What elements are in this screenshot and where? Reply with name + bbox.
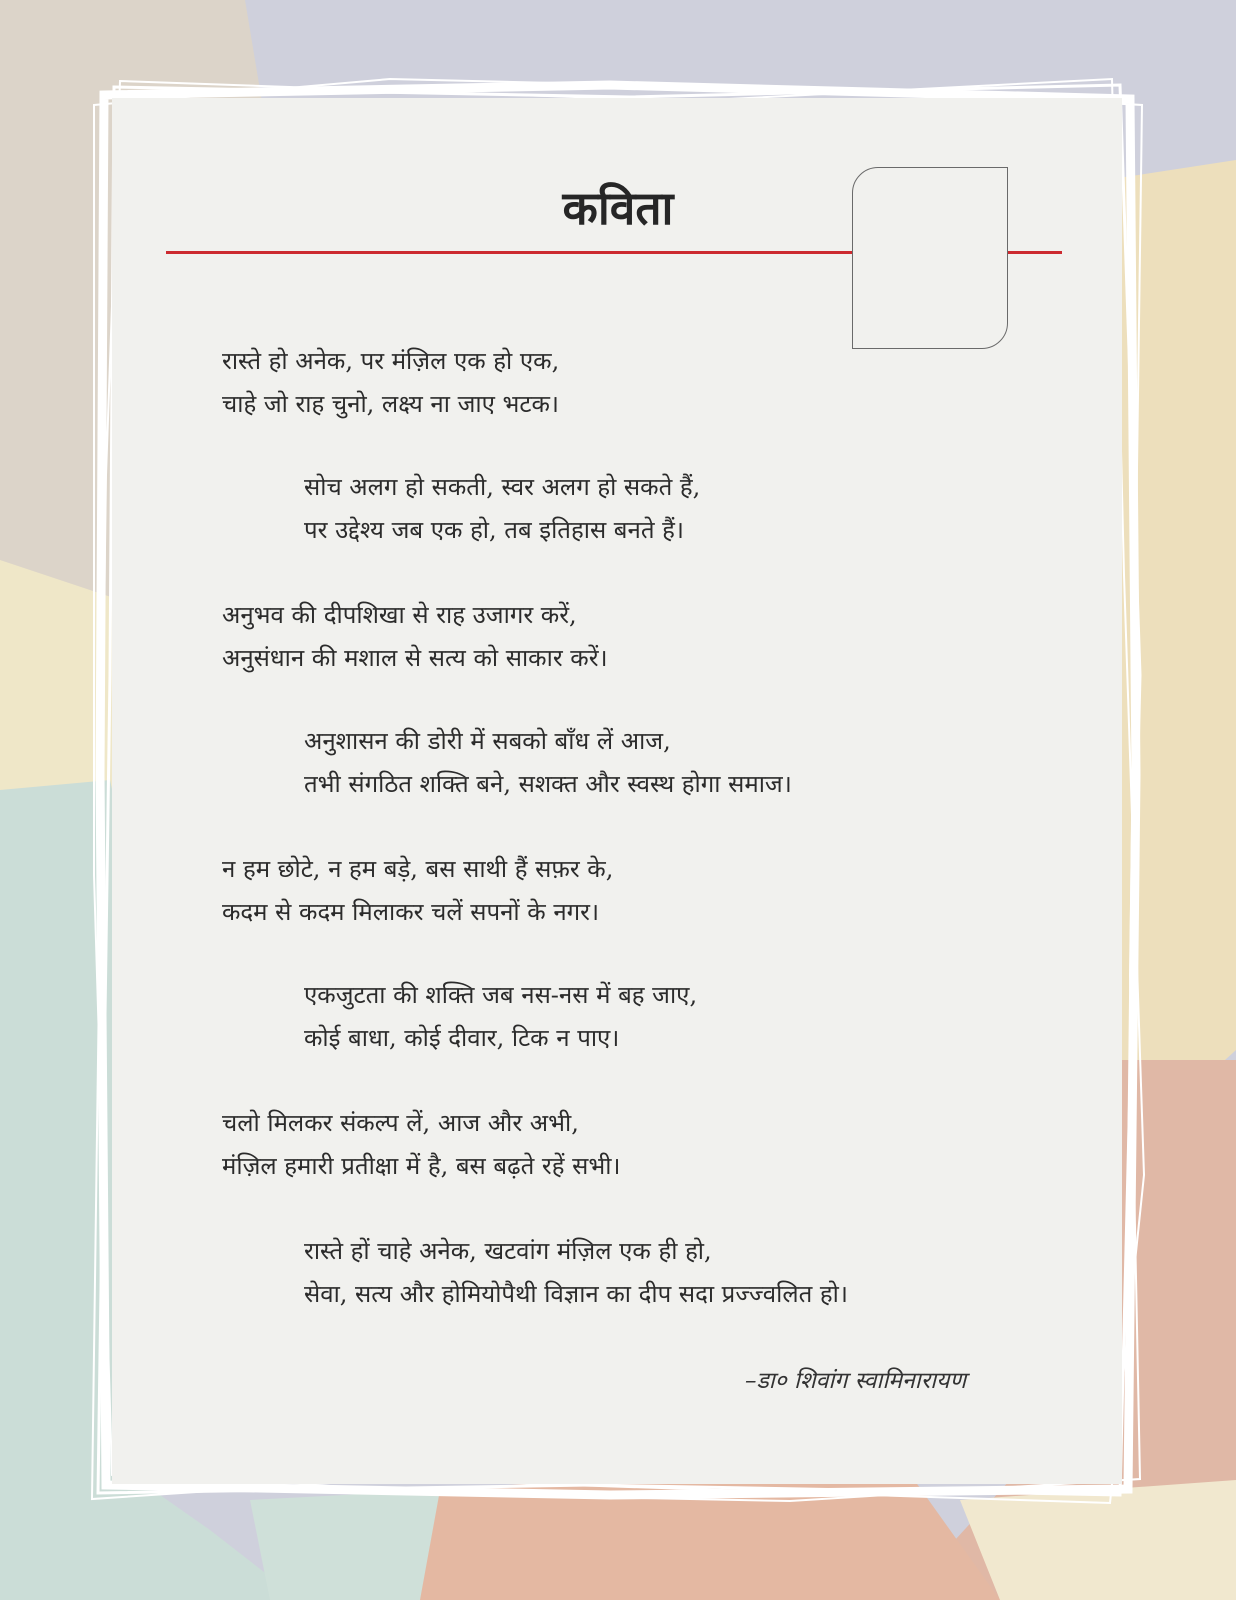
poem-line: सेवा, सत्य और होमियोपैथी विज्ञान का दीप सदा प्रज्ज्वलित हो। (304, 1280, 848, 1308)
stanza-1 (222, 340, 559, 426)
stanza-8 (304, 1230, 848, 1316)
page-title: कविता (562, 181, 674, 235)
stanza-6 (304, 974, 697, 1060)
stanza-7 (222, 1102, 621, 1188)
poem-line: कदम से कदम मिलाकर चलें सपनों के नगर। (222, 898, 600, 926)
poem-line: सोच अलग हो सकती, स्वर अलग हो सकते हैं, (304, 473, 701, 501)
poem-line: अनुसंधान की मशाल से सत्य को साकार करें। (222, 644, 608, 672)
poem-line: रास्ते हो अनेक, पर मंज़िल एक हो एक, (222, 347, 560, 375)
poem-line: तभी संगठित शक्ति बने, सशक्त और स्वस्थ होगा समाज। (304, 770, 792, 798)
poem-line: न हम छोटे, न हम बड़े, बस साथी हैं सफ़र के, (222, 855, 614, 883)
poem-line: कोई बाधा, कोई दीवार, टिक न पाए। (304, 1024, 620, 1052)
poem-line: एकजुटता की शक्ति जब नस-नस में बह जाए, (304, 981, 698, 1009)
stanza-4 (304, 720, 792, 806)
stanza-2 (304, 466, 700, 552)
poem-line: रास्ते हों चाहे अनेक, खटवांग मंज़िल एक ही हो, (304, 1237, 712, 1265)
poem-line: अनुभव की दीपशिखा से राह उजागर करें, (222, 601, 577, 629)
poem-line: पर उद्देश्य जब एक हो, तब इतिहास बनते हैं। (304, 516, 684, 544)
stanza-3 (222, 594, 608, 680)
poem-line: चाहे जो राह चुनो, लक्ष्य ना जाए भटक। (222, 390, 560, 418)
stanza-5 (222, 848, 613, 934)
poem-line: अनुशासन की डोरी में सबको बाँध लें आज, (304, 727, 671, 755)
poem-line: चलो मिलकर संकल्प लें, आज और अभी, (222, 1109, 579, 1137)
photo-placeholder (852, 167, 1008, 349)
poem-line: मंज़िल हमारी प्रतीक्षा में है, बस बढ़ते रहें सभी। (222, 1152, 621, 1180)
author-signature: –डा० शिवांग स्वामिनारायण (745, 1368, 967, 1394)
